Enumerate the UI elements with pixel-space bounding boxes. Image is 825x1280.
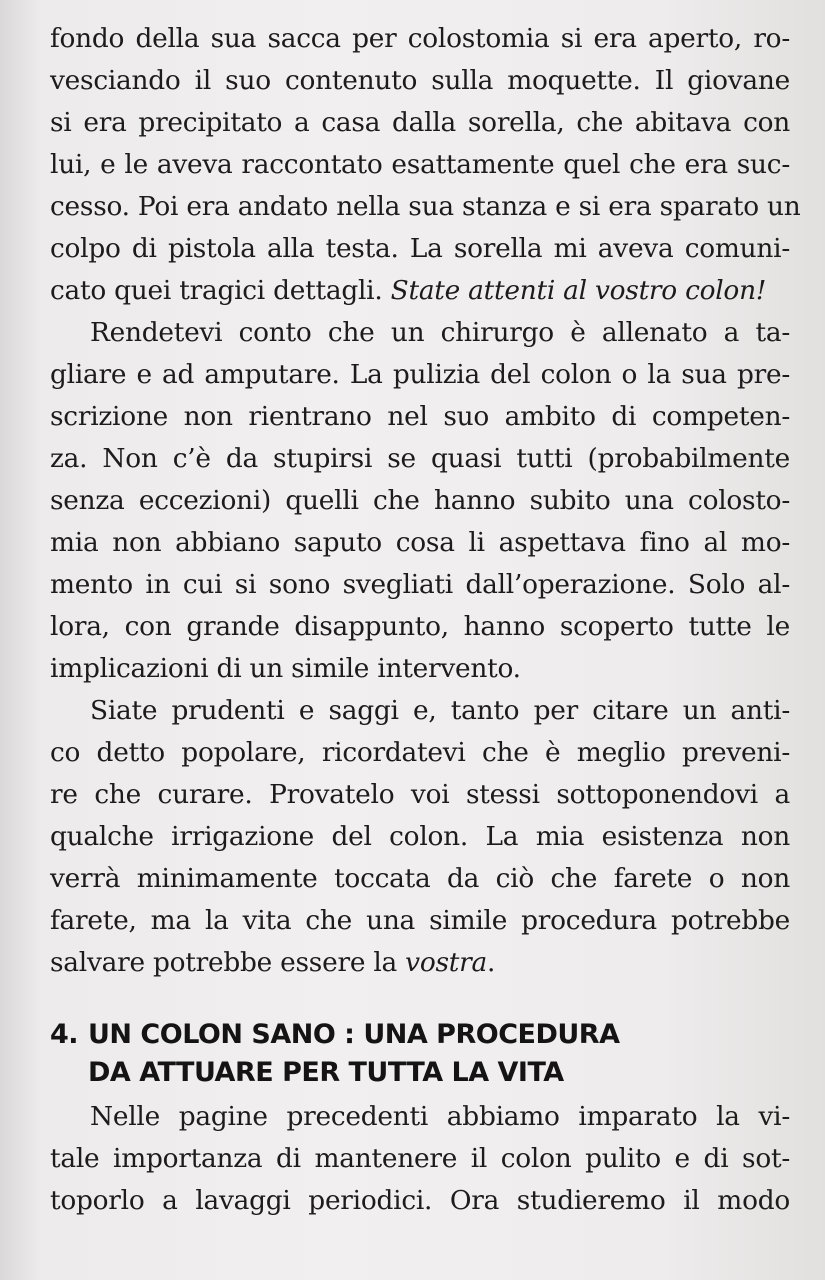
text-line: za. Non c’è da stupirsi se quasi tutti (probabilmente xyxy=(50,443,790,474)
section-title-line: DA ATTUARE PER TUTTA LA VITA xyxy=(88,1057,564,1088)
section-number: 4. xyxy=(50,1019,79,1050)
text-fragment: cato quei tragici dettagli. xyxy=(50,275,391,306)
text-line: lui, e le aveva raccontato esattamente quel che era suc- xyxy=(50,149,790,180)
italic-emphasis: vostra xyxy=(405,947,487,978)
text-line: mia non abbiano saputo cosa li aspettava fino al mo- xyxy=(50,527,790,558)
text-line: implicazioni di un simile intervento. xyxy=(50,653,521,684)
text-line: si era precipitato a casa dalla sorella, che abitava con xyxy=(50,107,790,138)
text-line: senza eccezioni) quelli che hanno subito una colosto- xyxy=(50,485,790,516)
text-line xyxy=(50,942,790,984)
section-heading xyxy=(50,1016,790,1092)
text-line: toporlo a lavaggi periodici. Ora studieremo il modo xyxy=(50,1185,790,1216)
paragraph-2 xyxy=(50,312,790,690)
text-line: Nelle pagine precedenti abbiamo imparato la vi- xyxy=(90,1101,790,1132)
text-line: verrà minimamente toccata da ciò che farete o non xyxy=(50,863,790,894)
text-line: re che curare. Provatelo voi stessi sottoponendovi a xyxy=(50,779,790,810)
text-line: cesso. Poi era andato nella sua stanza e si era sparato un xyxy=(50,191,801,222)
text-line: Siate prudenti e saggi e, tanto per citare un anti- xyxy=(90,695,790,726)
text-line: colpo di pistola alla testa. La sorella mi aveva comuni- xyxy=(50,233,790,264)
text-line xyxy=(50,270,790,312)
text-line: vesciando il suo contenuto sulla moquette. Il giovane xyxy=(50,65,790,96)
italic-emphasis: State attenti al vostro colon! xyxy=(390,275,767,306)
text-column xyxy=(50,18,801,1222)
section-spacer xyxy=(50,984,790,1016)
text-line: farete, ma la vita che una simile procedura potrebbe xyxy=(50,905,790,936)
text-line: lora, con grande disappunto, hanno scoperto tutte le xyxy=(50,611,790,642)
paragraph-4 xyxy=(50,1096,790,1222)
text-line: fondo della sua sacca per colostomia si era aperto, ro- xyxy=(50,23,790,54)
paragraph-3 xyxy=(50,690,790,984)
text-line: tale importanza di mantenere il colon pulito e di sot- xyxy=(50,1143,790,1174)
text-line: mento in cui si sono svegliati dall’operazione. Solo al- xyxy=(50,569,790,600)
text-line: co detto popolare, ricordatevi che è meglio preveni- xyxy=(50,737,790,768)
section-title-line xyxy=(50,1016,790,1054)
text-line: Rendetevi conto che un chirurgo è allenato a ta- xyxy=(90,317,790,348)
text-fragment: . xyxy=(486,947,496,978)
text-line: gliare e ad amputare. La pulizia del colon o la sua pre- xyxy=(50,359,790,390)
text-line: scrizione non rientrano nel suo ambito di competen- xyxy=(50,401,790,432)
section-title-text: UN COLON SANO : UNA PROCEDURA xyxy=(88,1019,620,1050)
text-fragment: salvare potrebbe essere la xyxy=(50,947,406,978)
text-line: qualche irrigazione del colon. La mia esistenza non xyxy=(50,821,790,852)
paragraph-1 xyxy=(50,18,801,312)
